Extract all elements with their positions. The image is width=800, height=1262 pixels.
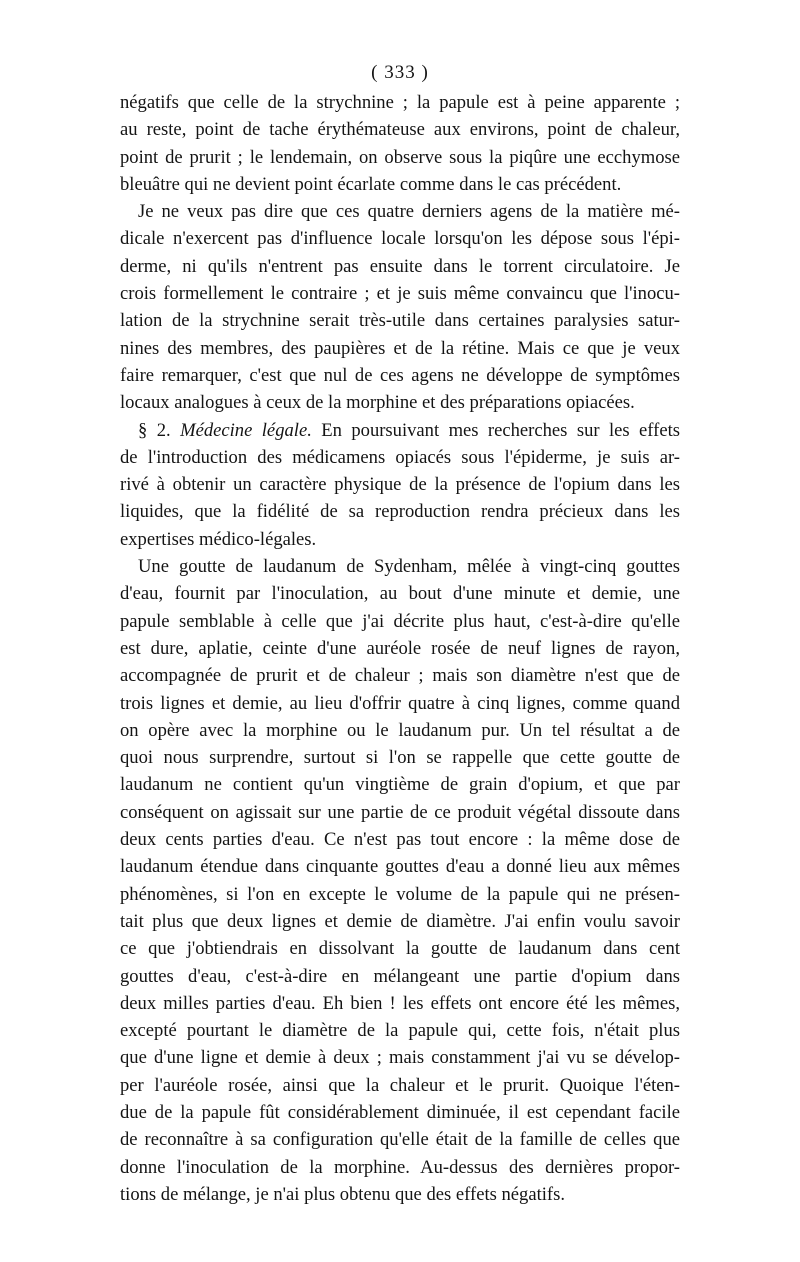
text-line: au reste, point de tache érythémateuse aux environs, point de chaleur, xyxy=(120,119,680,141)
text-line: crois formellement le contraire ; et je suis même convaincu que l'inocu- xyxy=(120,283,680,305)
text-line: bleuâtre qui ne devient point écarlate comme dans le cas précédent. xyxy=(120,173,622,195)
section-paragraph xyxy=(120,417,680,553)
text-line: Je ne veux pas dire que ces quatre derniers agens de la matière mé- xyxy=(138,201,680,223)
text-line: on opère avec la morphine ou le laudanum pur. Un tel résultat a de xyxy=(120,719,680,741)
text-line: quoi nous surprendre, surtout si l'on se rappelle que cette goutte de xyxy=(120,747,680,769)
text-line: tions de mélange, je n'ai plus obtenu que des effets négatifs. xyxy=(120,1183,566,1205)
text-line: donne l'inoculation de la morphine. Au-dessus des dernières propor- xyxy=(120,1156,680,1178)
text-line: d'eau, fournit par l'inoculation, au bout d'une minute et demie, une xyxy=(120,583,680,605)
text-line: phénomènes, si l'on en excepte le volume de la papule qui ne présen- xyxy=(120,883,680,905)
text-line: excepté pourtant le diamètre de la papule qui, cette fois, n'était plus xyxy=(120,1020,680,1042)
text-line: due de la papule fût considérablement diminuée, il est cependant facile xyxy=(120,1101,680,1123)
text-line: laudanum ne contient qu'un vingtième de grain d'opium, et que par xyxy=(120,774,680,796)
text-line: tait plus que deux lignes et demie de diamètre. J'ai enfin voulu savoir xyxy=(120,910,680,932)
text-line: est dure, aplatie, ceinte d'une auréole rosée de neuf lignes de rayon, xyxy=(120,637,680,659)
section-title: Médecine légale. xyxy=(180,419,312,441)
text-line: dicale n'exercent pas d'influence locale lorsqu'on les dépose sous l'épi- xyxy=(120,228,680,250)
text-line: deux milles parties d'eau. Eh bien ! les effets ont encore été les mêmes, xyxy=(120,992,680,1014)
text-line: ce que j'obtiendrais en dissolvant la goutte de laudanum dans cent xyxy=(120,938,680,960)
text-line: laudanum étendue dans cinquante gouttes d'eau a donné lieu aux mêmes xyxy=(120,856,680,878)
text-line: nines des membres, des paupières et de la rétine. Mais ce que je veux xyxy=(120,337,680,359)
text-line: conséquent on agissait sur une partie de ce produit végétal dissoute dans xyxy=(120,801,680,823)
text-line: faire remarquer, c'est que nul de ces agens ne développe de symptômes xyxy=(120,364,680,386)
paragraph xyxy=(120,198,680,416)
text-line: de l'introduction des médicamens opiacés sous l'épiderme, je suis ar- xyxy=(120,446,680,468)
text-line: de reconnaître à sa configuration qu'elle était de la famille de celles que xyxy=(120,1129,680,1151)
text-line: Une goutte de laudanum de Sydenham, mêlée à vingt-cinq gouttes xyxy=(138,556,680,578)
text-line: papule semblable à celle que j'ai décrite plus haut, c'est-à-dire qu'elle xyxy=(120,610,680,632)
section-line-text: En poursuivant mes recherches sur les effets xyxy=(321,419,680,441)
paragraph xyxy=(120,89,680,198)
text-line: accompagnée de prurit et de chaleur ; mais son diamètre n'est que de xyxy=(120,665,680,687)
paragraph xyxy=(120,553,680,1208)
body-text xyxy=(120,89,680,1208)
text-line: per l'auréole rosée, ainsi que la chaleur et le prurit. Quoique l'éten- xyxy=(120,1074,680,1096)
text-line: négatifs que celle de la strychnine ; la papule est à peine apparente ; xyxy=(120,92,680,113)
text-line: expertises médico-légales. xyxy=(120,528,317,550)
section-number: § 2. xyxy=(138,419,171,441)
section-heading-line xyxy=(120,417,680,444)
text-line: gouttes d'eau, c'est-à-dire en mélangeant une partie d'opium dans xyxy=(120,965,680,987)
text-line: que d'une ligne et demie à deux ; mais constamment j'ai vu se dévelop- xyxy=(120,1047,680,1069)
text-line: derme, ni qu'ils n'entrent pas ensuite dans le torrent circulatoire. Je xyxy=(120,255,680,277)
text-line: point de prurit ; le lendemain, on observe sous la piqûre une ecchymose xyxy=(120,146,680,168)
text-line: rivé à obtenir un caractère physique de la présence de l'opium dans les xyxy=(120,474,680,496)
text-line: lation de la strychnine serait très-utile dans certaines paralysies satur- xyxy=(120,310,680,332)
text-line: trois lignes et demie, au lieu d'offrir quatre à cinq lignes, comme quand xyxy=(120,692,680,714)
text-line: locaux analogues à ceux de la morphine et des préparations opiacées. xyxy=(120,392,635,414)
text-line: deux cents parties d'eau. Ce n'est pas tout encore : la même dose de xyxy=(120,829,680,851)
text-line: liquides, que la fidélité de sa reproduction rendra précieux dans les xyxy=(120,501,680,523)
page-number: ( 333 ) xyxy=(371,62,429,83)
